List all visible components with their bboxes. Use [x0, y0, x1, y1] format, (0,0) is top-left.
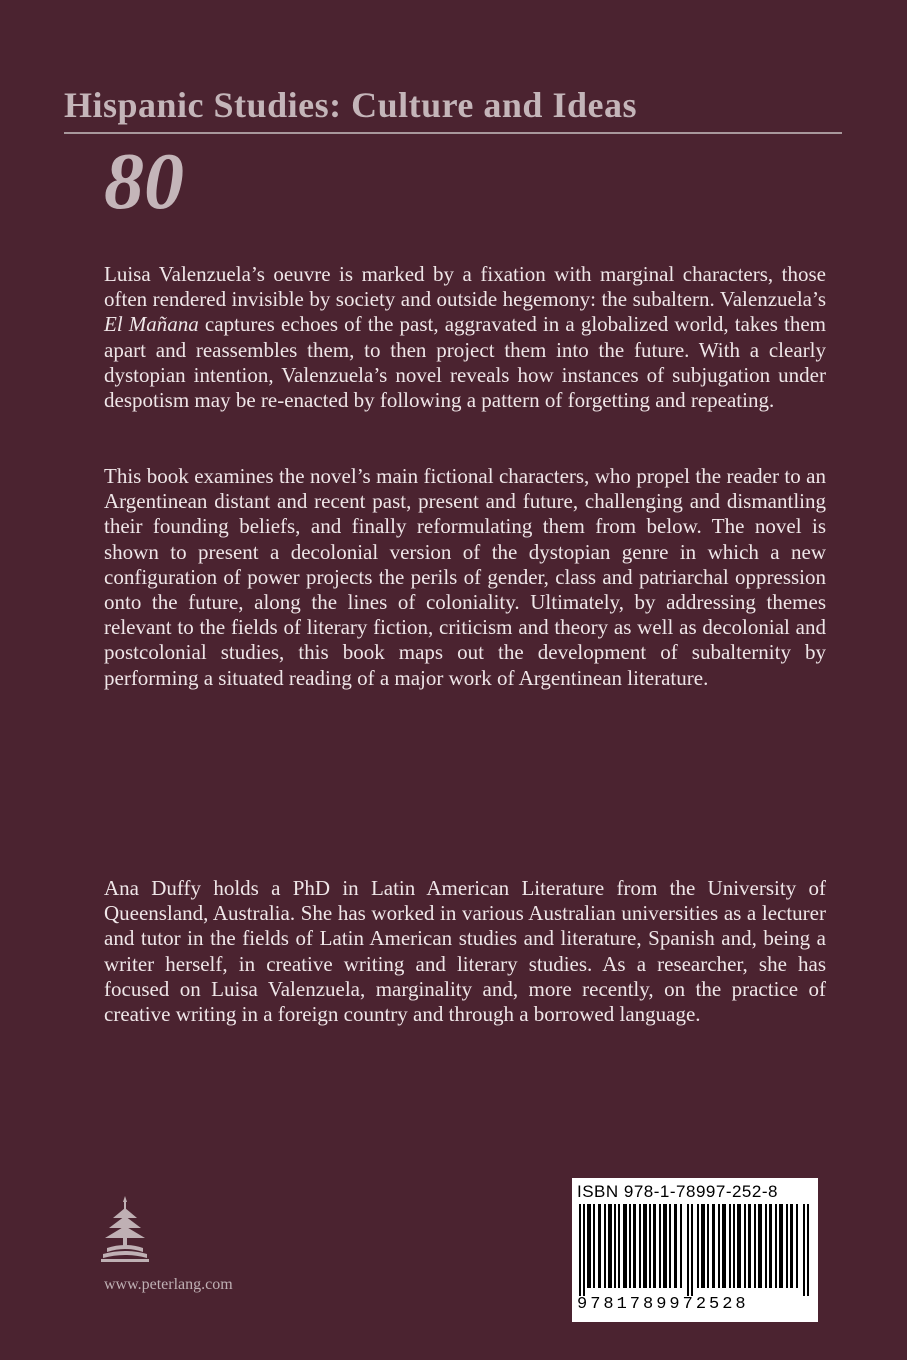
novel-title: El Mañana	[104, 312, 199, 337]
title-divider	[64, 132, 842, 134]
description-paragraph-2: This book examines the novel’s main fictional characters, who propel the reader to an Argentinean distant and recent past, present and future, challenging and dismantling their founding beliefs, and finally reformulating them from below. The novel is shown to present a decolonial version of the dystopian genre in which a new configuration of power projects the perils of gender, class and patriarchal oppression onto the future, along the lines of coloniality. Ultimately, by addressing themes relevant to the fields of literary fiction, criticism and theory as well as decolonial and postcolonial studies, this book maps out the development of subalternity by performing a situated reading of a major work of Argentinean literature.	[104, 464, 826, 690]
author-bio-text: holds a PhD in Latin American Literature from the University of Queensland, Australia. She has worked in various Australian universities as a lecturer and tutor in the fields of Latin American studies and literature, Spanish and, being a writer herself, in creative writing and literary studies. As a researcher, she has focused on Luisa Valenzuela, marginality and, more recently, on the practice of creative writing in a foreign country and through a borrowed language.	[104, 876, 826, 1027]
publisher-url[interactable]: www.peterlang.com	[104, 1276, 233, 1293]
isbn-label: ISBN 978-1-78997-252-8	[577, 1182, 778, 1201]
description-text-end: captures echoes of the past, aggravated in a globalized world, takes them apart and reassembles them, to then project them into the future. With a clearly dystopian intention, Valenzuela’s novel reveals how instances of subjugation under despotism may be re-enacted by following a pattern of forgetting and repeating.	[104, 312, 827, 413]
peter-lang-tree-icon	[97, 1196, 153, 1269]
barcode-digits: 9781789972528	[577, 1295, 749, 1314]
series-number: 80	[104, 138, 184, 226]
author-bio	[104, 876, 826, 1027]
author-name: Ana Duffy	[104, 876, 202, 900]
series-title: Hispanic Studies: Culture and Ideas	[64, 85, 637, 125]
barcode-bars	[577, 1204, 813, 1296]
isbn-barcode	[572, 1178, 818, 1322]
description-text-start: Luisa Valenzuela’s oeuvre is marked by a fixation with marginal characters, those often rendered invisible by society and outside hegemony: the subaltern. Valenzuela’s	[104, 262, 826, 312]
description-paragraph-1	[104, 262, 826, 413]
